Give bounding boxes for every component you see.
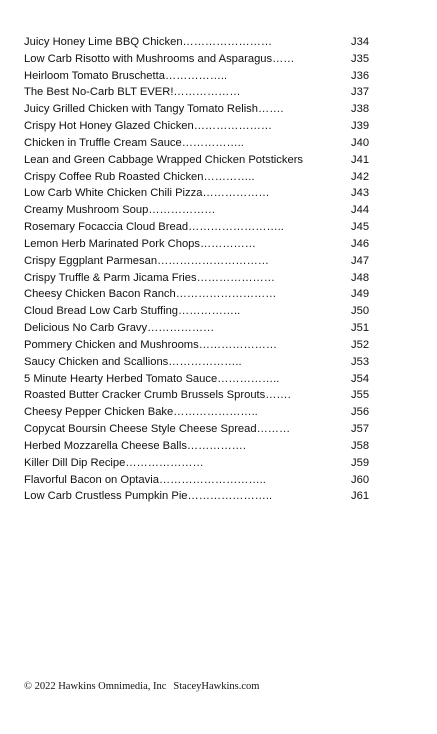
recipe-title: Lemon Herb Marinated Pork Chops……………: [24, 237, 256, 250]
toc-entry: [24, 253, 374, 270]
toc-entry: [24, 371, 374, 388]
recipe-code: J45: [351, 221, 370, 234]
toc-entry: [24, 68, 374, 85]
recipe-code: J36: [351, 69, 370, 82]
recipe-code: J46: [351, 237, 370, 250]
toc-entry: [24, 152, 374, 169]
recipe-code: J54: [351, 372, 370, 385]
recipe-code: J47: [351, 254, 370, 267]
recipe-title: Crispy Coffee Rub Roasted Chicken…………..: [24, 170, 255, 183]
recipe-code: J35: [351, 52, 370, 65]
toc-entry: [24, 270, 374, 287]
recipe-code: J50: [351, 305, 370, 318]
recipe-code: J61: [351, 490, 370, 503]
recipe-code: J59: [351, 456, 370, 469]
recipe-title: Juicy Grilled Chicken with Tangy Tomato Relish…….: [24, 103, 284, 116]
recipe-title: Crispy Hot Honey Glazed Chicken…………………: [24, 120, 273, 133]
footer: [24, 681, 259, 692]
toc-entry: [24, 101, 374, 118]
recipe-code: J41: [351, 153, 370, 166]
toc-entry: [24, 320, 374, 337]
recipe-code: J39: [351, 120, 370, 133]
recipe-code: J51: [351, 322, 370, 335]
recipe-title: Cheesy Pepper Chicken Bake…………………..: [24, 406, 258, 419]
recipe-code: J53: [351, 355, 370, 368]
recipe-code: J56: [351, 406, 370, 419]
recipe-code: J55: [351, 389, 370, 402]
toc-entry: [24, 34, 374, 51]
recipe-title: Cloud Bread Low Carb Stuffing……………..: [24, 305, 241, 318]
recipe-title: Juicy Honey Lime BBQ Chicken……………………: [24, 36, 273, 48]
toc-entry: [24, 337, 374, 354]
toc-entry: [24, 236, 374, 253]
recipe-title: Pommery Chicken and Mushrooms…………………: [24, 338, 278, 351]
recipe-code: J60: [351, 473, 370, 486]
recipe-code: J52: [351, 338, 370, 351]
recipe-title: Creamy Mushroom Soup………………: [24, 204, 216, 217]
recipe-code: J48: [351, 271, 370, 284]
recipe-code: J42: [351, 170, 370, 183]
toc-entry: [24, 169, 374, 186]
recipe-title: Killer Dill Dip Recipe…………………: [24, 456, 204, 469]
toc-entry: [24, 488, 374, 505]
toc-entry: [24, 51, 374, 68]
recipe-title: Heirloom Tomato Bruschetta……………..: [24, 69, 228, 82]
recipe-title: Chicken in Truffle Cream Sauce……………..: [24, 136, 244, 149]
toc-entry: [24, 286, 374, 303]
recipe-code: J44: [351, 204, 370, 217]
toc-entry: [24, 387, 374, 404]
recipe-title: Crispy Truffle & Parm Jicama Fries…………………: [24, 271, 275, 284]
toc-entry: [24, 303, 374, 320]
recipe-title: Roasted Butter Cracker Crumb Brussels Sprouts…….: [24, 389, 291, 402]
table-of-contents: [24, 34, 374, 505]
toc-entry: [24, 438, 374, 455]
toc-entry: [24, 421, 374, 438]
recipe-title: Crispy Eggplant Parmesan…………………………: [24, 254, 269, 267]
recipe-title: The Best No-Carb BLT EVER!………………: [24, 86, 241, 99]
toc-entry: [24, 404, 374, 421]
toc-entry: [24, 472, 374, 489]
toc-entry: [24, 202, 374, 219]
recipe-code: J58: [351, 439, 370, 452]
toc-entry: [24, 455, 374, 472]
recipe-code: J57: [351, 423, 370, 436]
toc-entry: [24, 354, 374, 371]
recipe-title: Cheesy Chicken Bacon Ranch………………………: [24, 288, 277, 301]
copyright-text: © 2022 Hawkins Omnimedia, Inc: [24, 681, 167, 692]
recipe-title: 5 Minute Hearty Herbed Tomato Sauce……………..: [24, 372, 280, 385]
recipe-code: J38: [351, 103, 370, 116]
recipe-title: Rosemary Focaccia Cloud Bread……………………..: [24, 221, 284, 234]
toc-entry: [24, 118, 374, 135]
toc-entry: [24, 185, 374, 202]
recipe-code: J40: [351, 136, 370, 149]
toc-entry: [24, 84, 374, 101]
recipe-title: Low Carb Risotto with Mushrooms and Asparagus……: [24, 52, 295, 65]
website-text: StaceyHawkins.com: [173, 681, 260, 692]
recipe-title: Delicious No Carb Gravy………………: [24, 322, 215, 335]
recipe-code: J49: [351, 288, 370, 301]
recipe-title: Lean and Green Cabbage Wrapped Chicken Potstickers: [24, 153, 304, 166]
toc-entry: [24, 219, 374, 236]
recipe-title: Copycat Boursin Cheese Style Cheese Spread………: [24, 423, 291, 436]
recipe-code: J43: [351, 187, 370, 200]
recipe-title: Low Carb White Chicken Chili Pizza………………: [24, 187, 270, 200]
toc-entry: [24, 135, 374, 152]
recipe-code: J34: [351, 36, 370, 48]
recipe-title: Flavorful Bacon on Optavia………………………..: [24, 473, 266, 486]
recipe-code: J37: [351, 86, 370, 99]
recipe-title: Saucy Chicken and Scallions………………..: [24, 355, 242, 368]
recipe-title: Herbed Mozzarella Cheese Balls…………….: [24, 439, 246, 452]
recipe-title: Low Carb Crustless Pumpkin Pie…………………..: [24, 490, 273, 503]
